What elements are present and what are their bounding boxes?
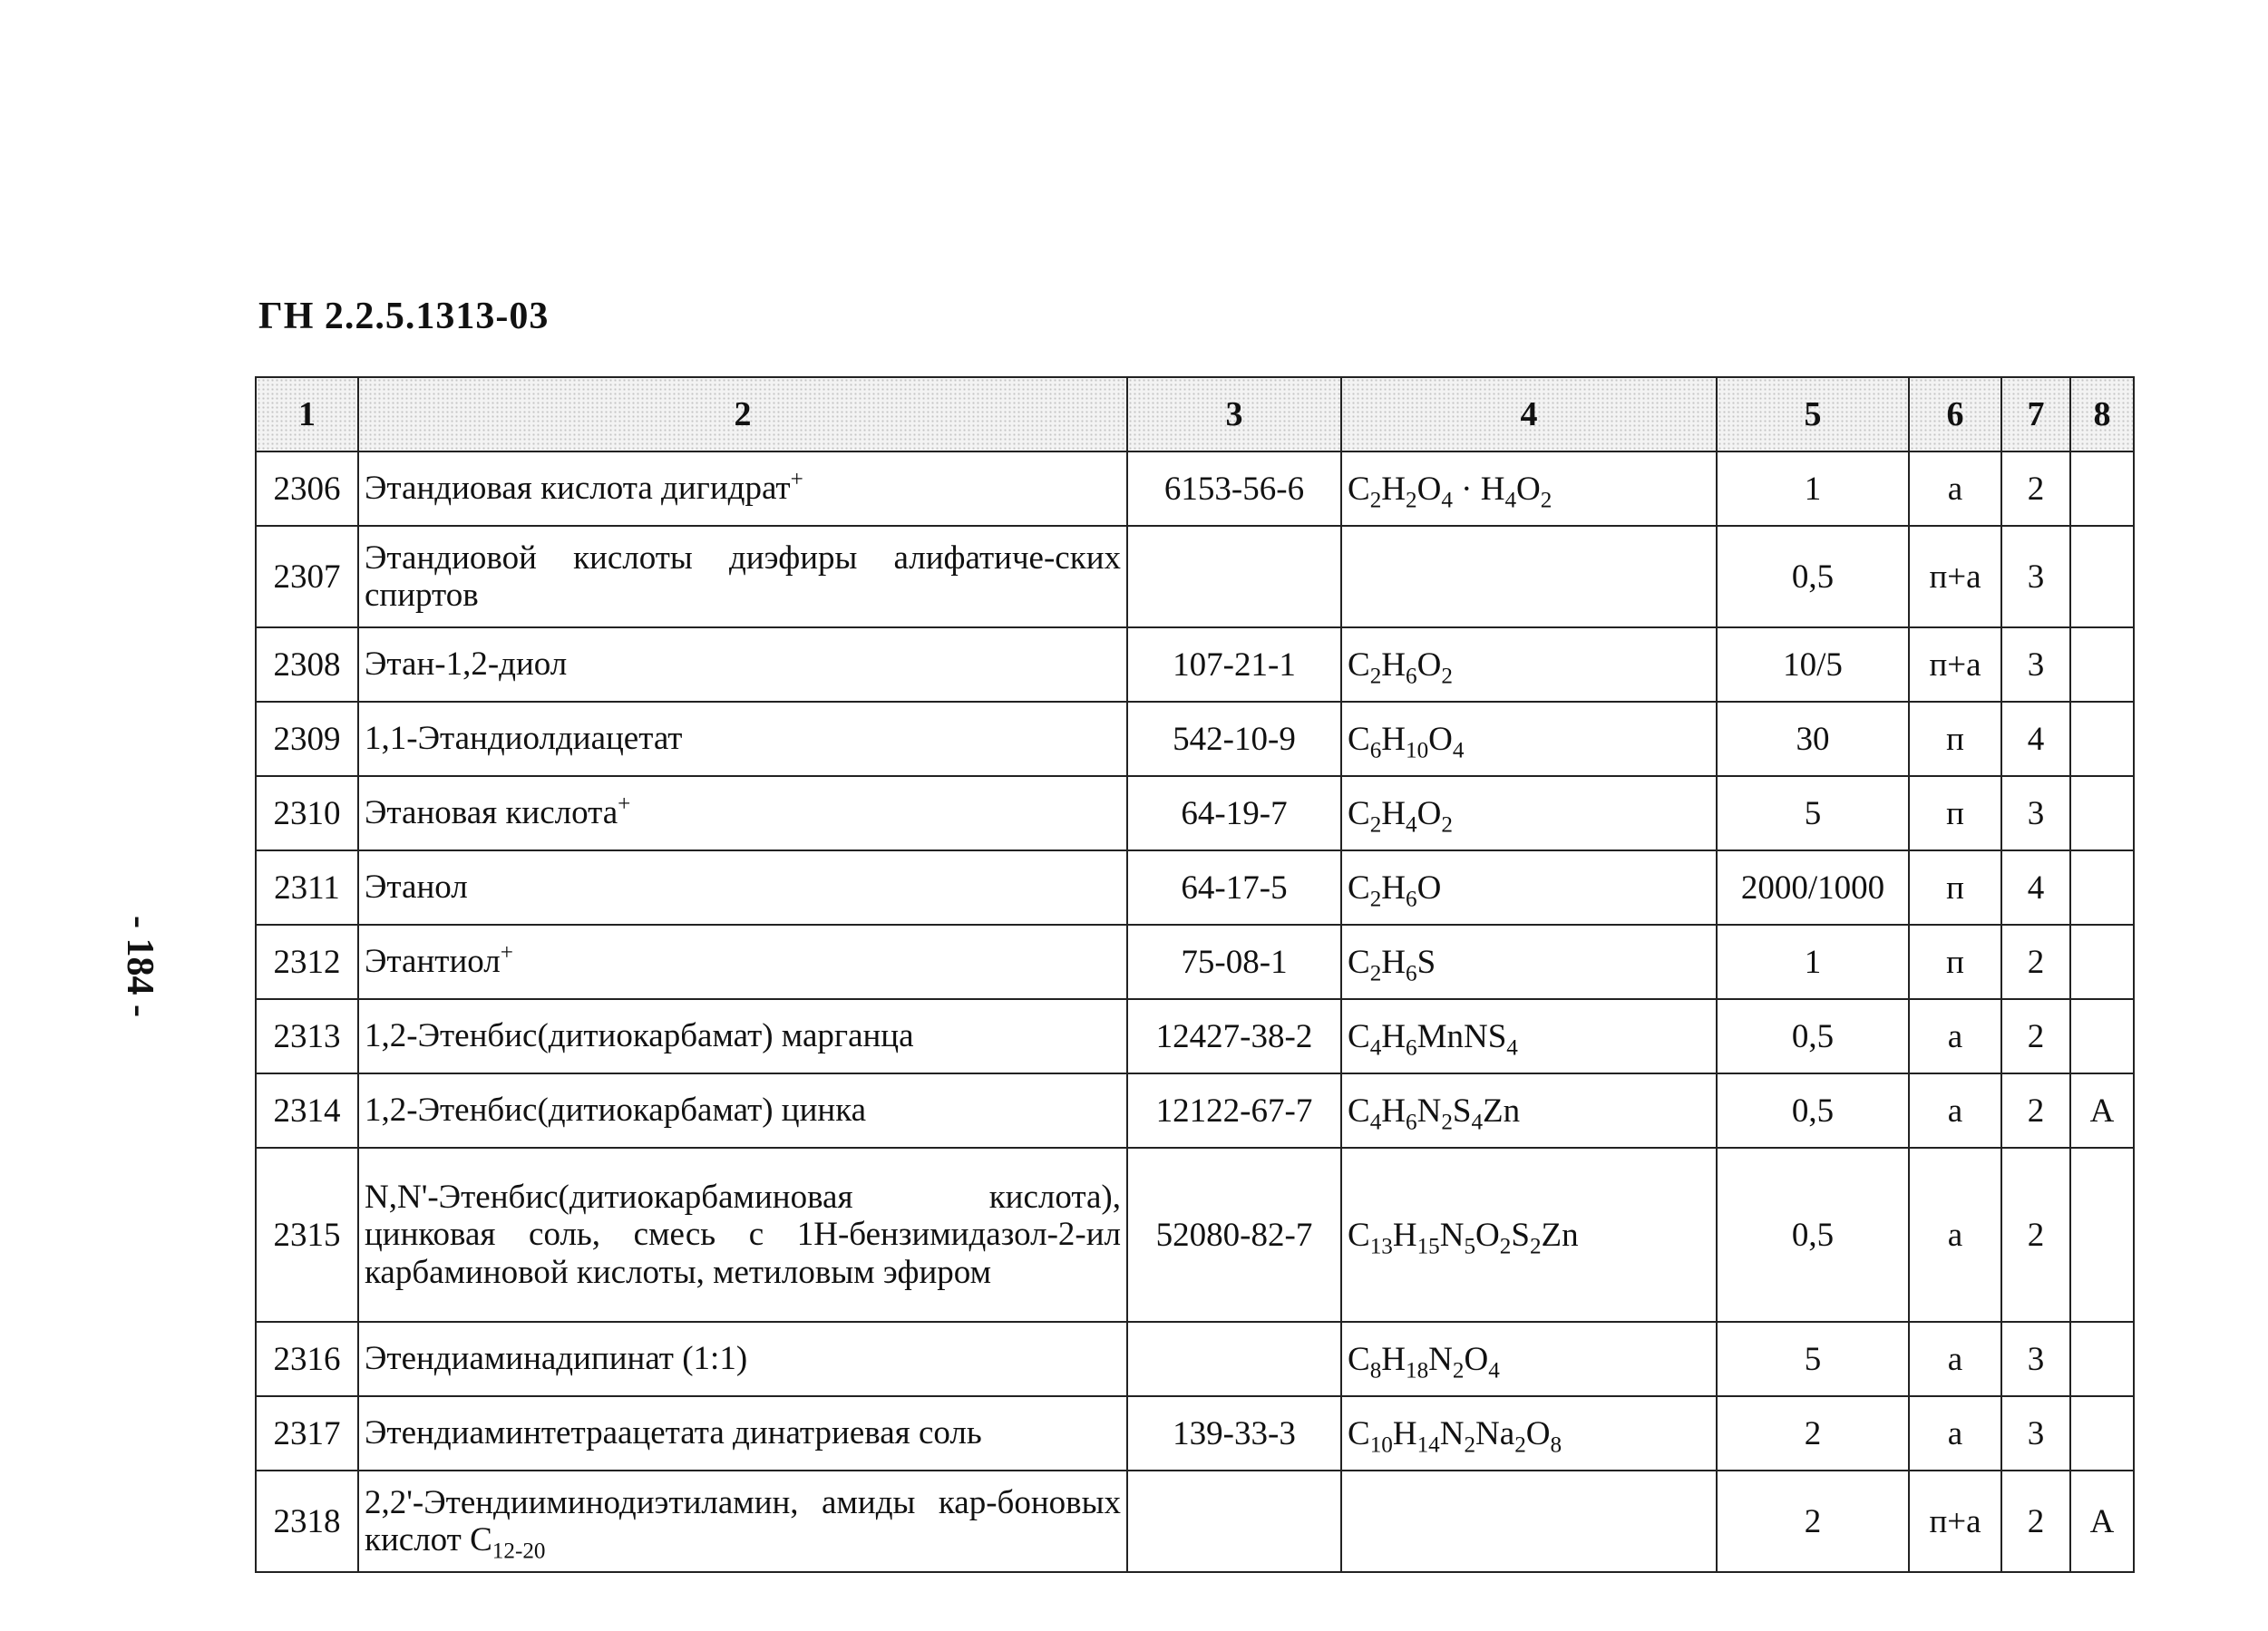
- formula: [1341, 526, 1717, 627]
- formula: $C_4H_6MnNS_4$: [1341, 999, 1717, 1073]
- table-row: [256, 1471, 2134, 1572]
- row-number: 2310: [256, 776, 358, 850]
- substance-name: Этантиол+: [358, 925, 1127, 999]
- aggregate-state: п+а: [1909, 627, 2001, 702]
- cas-number: 542-10-9: [1127, 702, 1341, 776]
- note: [2070, 1322, 2134, 1396]
- hazard-class: 3: [2001, 526, 2070, 627]
- limit-value: 2000/1000: [1717, 850, 1909, 925]
- note: [2070, 451, 2134, 526]
- hazard-class: 4: [2001, 702, 2070, 776]
- marker: +: [790, 467, 803, 492]
- aggregate-state: п: [1909, 850, 2001, 925]
- aggregate-state: п+а: [1909, 526, 2001, 627]
- formula: $C_{13}H_{15}N_5O_2S_2Zn$: [1341, 1148, 1717, 1322]
- formula: [1341, 1471, 1717, 1572]
- col-header-4: 4: [1341, 377, 1717, 451]
- header-row: [256, 377, 2134, 451]
- table-row: [256, 850, 2134, 925]
- substance-name: 1,2-Этенбис(дитиокарбамат) марганца: [358, 999, 1127, 1073]
- table-row: [256, 1322, 2134, 1396]
- formula: $C_2H_2O_4 \cdot H_4O_2$: [1341, 451, 1717, 526]
- col-header-3: 3: [1127, 377, 1341, 451]
- hazard-class: 2: [2001, 925, 2070, 999]
- table-row: [256, 526, 2134, 627]
- hazard-class: 3: [2001, 1396, 2070, 1471]
- formula: $C_2H_6O_2$: [1341, 627, 1717, 702]
- limit-value: 10/5: [1717, 627, 1909, 702]
- formula: $C_2H_6S$: [1341, 925, 1717, 999]
- note: [2070, 999, 2134, 1073]
- limit-value: 5: [1717, 1322, 1909, 1396]
- row-number: 2314: [256, 1073, 358, 1148]
- hazard-class: 2: [2001, 1471, 2070, 1572]
- formula: $C_2H_4O_2$: [1341, 776, 1717, 850]
- aggregate-state: п: [1909, 776, 2001, 850]
- aggregate-state: а: [1909, 451, 2001, 526]
- formula: $C_6H_{10}O_4$: [1341, 702, 1717, 776]
- table-row: [256, 776, 2134, 850]
- cas-number: 12122-67-7: [1127, 1073, 1341, 1148]
- hazard-class: 3: [2001, 1322, 2070, 1396]
- substances-table: [255, 376, 2135, 1573]
- limit-value: 2: [1717, 1396, 1909, 1471]
- cas-number: [1127, 1322, 1341, 1396]
- col-header-5: 5: [1717, 377, 1909, 451]
- aggregate-state: а: [1909, 1148, 2001, 1322]
- row-number: 2313: [256, 999, 358, 1073]
- hazard-class: 2: [2001, 1073, 2070, 1148]
- row-number: 2307: [256, 526, 358, 627]
- hazard-class: 4: [2001, 850, 2070, 925]
- cas-number: [1127, 1471, 1341, 1572]
- hazard-class: 2: [2001, 999, 2070, 1073]
- substance-name: Этандиовой кислоты диэфиры алифатиче-ских спиртов: [358, 526, 1127, 627]
- row-number: 2318: [256, 1471, 358, 1572]
- limit-value: 1: [1717, 451, 1909, 526]
- aggregate-state: а: [1909, 1396, 2001, 1471]
- limit-value: 2: [1717, 1471, 1909, 1572]
- note: [2070, 627, 2134, 702]
- table-row: [256, 702, 2134, 776]
- note: А: [2070, 1073, 2134, 1148]
- table-row: [256, 627, 2134, 702]
- marker: +: [500, 940, 513, 966]
- limit-value: 0,5: [1717, 1148, 1909, 1322]
- cas-number: 107-21-1: [1127, 627, 1341, 702]
- cas-number: 12427-38-2: [1127, 999, 1341, 1073]
- formula: $C_2H_6O$: [1341, 850, 1717, 925]
- substance-name: Этандиовая кислота дигидрат+: [358, 451, 1127, 526]
- substance-name: Этанол: [358, 850, 1127, 925]
- hazard-class: 2: [2001, 451, 2070, 526]
- row-number: 2315: [256, 1148, 358, 1322]
- table-row: [256, 1396, 2134, 1471]
- table-row: [256, 925, 2134, 999]
- note: А: [2070, 1471, 2134, 1572]
- limit-value: 0,5: [1717, 999, 1909, 1073]
- hazard-class: 2: [2001, 1148, 2070, 1322]
- note: [2070, 925, 2134, 999]
- cas-number: 64-17-5: [1127, 850, 1341, 925]
- page-number: - 184 -: [119, 916, 161, 1017]
- row-number: 2312: [256, 925, 358, 999]
- table-row: [256, 1148, 2134, 1322]
- note: [2070, 702, 2134, 776]
- cas-number: [1127, 526, 1341, 627]
- limit-value: 30: [1717, 702, 1909, 776]
- limit-value: 0,5: [1717, 1073, 1909, 1148]
- table-row: [256, 451, 2134, 526]
- col-header-1: 1: [256, 377, 358, 451]
- col-header-2: 2: [358, 377, 1127, 451]
- substance-name: Этан-1,2-диол: [358, 627, 1127, 702]
- substance-name: 1,1-Этандиолдиацетат: [358, 702, 1127, 776]
- cas-number: 64-19-7: [1127, 776, 1341, 850]
- col-header-8: 8: [2070, 377, 2134, 451]
- cas-number: 52080-82-7: [1127, 1148, 1341, 1322]
- hazard-class: 3: [2001, 776, 2070, 850]
- aggregate-state: п+а: [1909, 1471, 2001, 1572]
- table-row: [256, 999, 2134, 1073]
- aggregate-state: а: [1909, 999, 2001, 1073]
- row-number: 2306: [256, 451, 358, 526]
- formula: $C_8H_{18}N_2O_4$: [1341, 1322, 1717, 1396]
- limit-value: 5: [1717, 776, 1909, 850]
- formula: $C_4H_6N_2S_4Zn$: [1341, 1073, 1717, 1148]
- row-number: 2316: [256, 1322, 358, 1396]
- col-header-6: 6: [1909, 377, 2001, 451]
- note: [2070, 1396, 2134, 1471]
- substance-name: N,N'-Этенбис(дитиокарбаминовая кислота), цинковая соль, смесь с 1Н-бензимидазол-2-ил карбаминовой кислоты, метиловым эфиром: [358, 1148, 1127, 1322]
- cas-number: 6153-56-6: [1127, 451, 1341, 526]
- cas-number: 139-33-3: [1127, 1396, 1341, 1471]
- row-number: 2311: [256, 850, 358, 925]
- limit-value: 1: [1717, 925, 1909, 999]
- table-row: [256, 1073, 2134, 1148]
- substance-name: 1,2-Этенбис(дитиокарбамат) цинка: [358, 1073, 1127, 1148]
- aggregate-state: а: [1909, 1322, 2001, 1396]
- note: [2070, 1148, 2134, 1322]
- substance-name: Этендиаминтетраацетата динатриевая соль: [358, 1396, 1127, 1471]
- aggregate-state: а: [1909, 1073, 2001, 1148]
- aggregate-state: п: [1909, 702, 2001, 776]
- substance-name: 2,2'-Этендииминодиэтиламин, амиды кар-боновых кислот $С_{12-20}$: [358, 1471, 1127, 1572]
- note: [2070, 526, 2134, 627]
- aggregate-state: п: [1909, 925, 2001, 999]
- row-number: 2309: [256, 702, 358, 776]
- note: [2070, 850, 2134, 925]
- row-number: 2317: [256, 1396, 358, 1471]
- note: [2070, 776, 2134, 850]
- cas-number: 75-08-1: [1127, 925, 1341, 999]
- marker: +: [618, 791, 631, 817]
- hazard-class: 3: [2001, 627, 2070, 702]
- formula: $C_{10}H_{14}N_2Na_2O_8$: [1341, 1396, 1717, 1471]
- document-code: ГН 2.2.5.1313-03: [258, 296, 550, 337]
- row-number: 2308: [256, 627, 358, 702]
- substance-name: Этендиаминадипинат (1:1): [358, 1322, 1127, 1396]
- limit-value: 0,5: [1717, 526, 1909, 627]
- substance-name: Этановая кислота+: [358, 776, 1127, 850]
- col-header-7: 7: [2001, 377, 2070, 451]
